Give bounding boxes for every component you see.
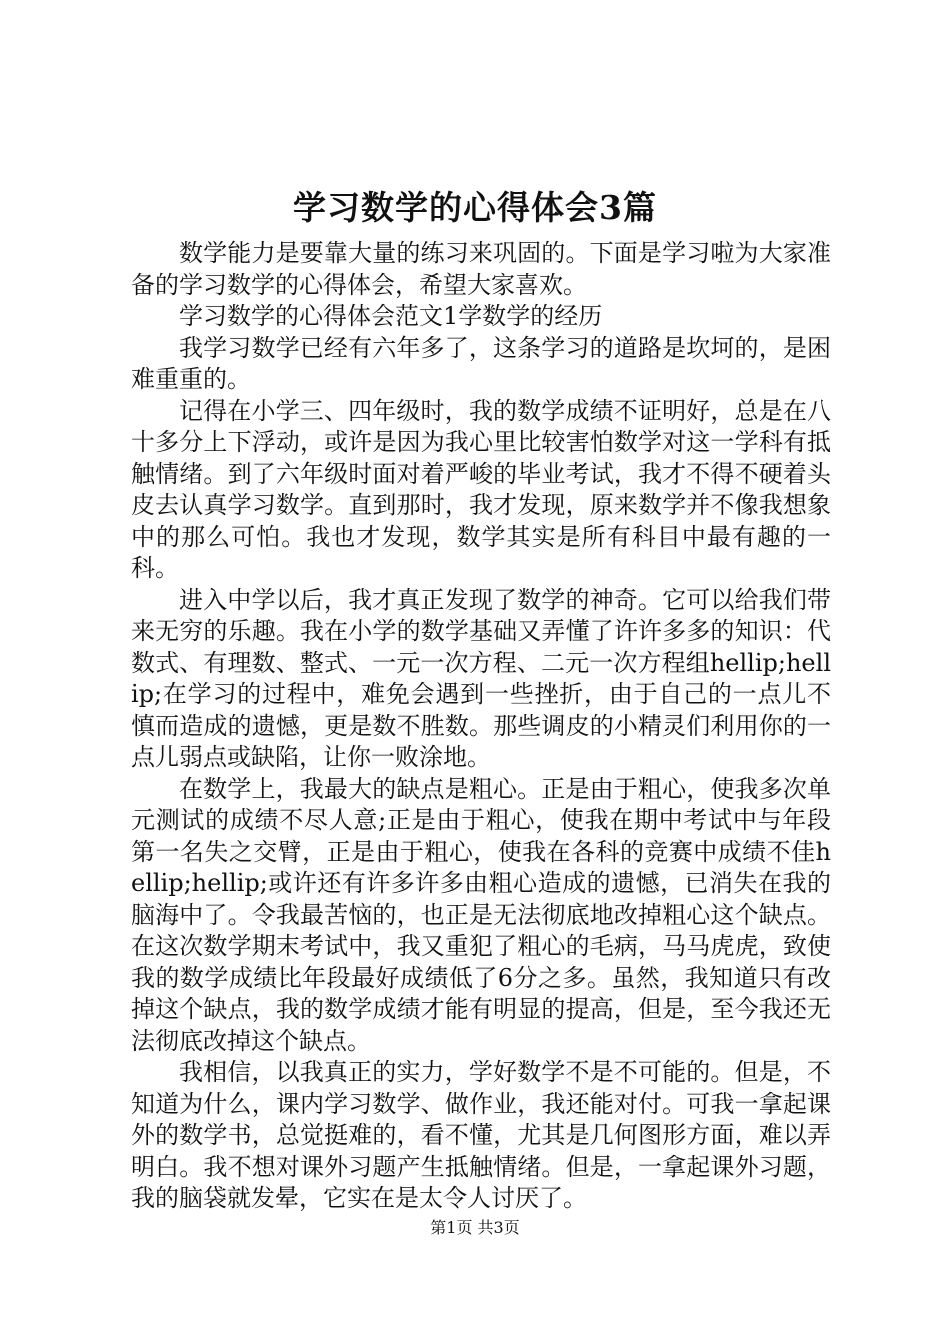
paragraph: 我学习数学已经有六年多了，这条学习的道路是坎坷的，是困难重重的。	[131, 333, 831, 393]
paragraph-subheading: 学习数学的心得体会范文1学数学的经历	[179, 302, 603, 330]
document-body	[131, 238, 831, 1215]
paragraph: 我相信，以我真正的实力，学好数学不是不可能的。但是，不知道为什么，课内学习数学、做作业，我还能对付。可我一拿起课外的数学书，总觉挺难的，看不懂，尤其是几何图形方面，难以弄明白。我不想对课外习题产生抵触情绪。但是，一拿起课外习题，我的脑袋就发晕，它实在是太令人讨厌了。	[131, 1058, 831, 1212]
document-title: 学习数学的心得体会3篇	[293, 188, 657, 227]
paragraph: 记得在小学三、四年级时，我的数学成绩不证明好，总是在八十多分上下浮动，或许是因为我心里比较害怕数学对这一学科有抵触情绪。到了六年级时面对着严峻的毕业考试，我才不得不硬着头皮去认真学习数学。直到那时，我才发现，原来数学并不像我想象中的那么可怕。我也才发现，数学其实是所有科目中最有趣的一科。	[131, 396, 831, 582]
page-number-footer: 第1页 共3页	[430, 1218, 520, 1237]
paragraph: 在数学上，我最大的缺点是粗心。正是由于粗心，使我多次单元测试的成绩不尽人意;正是由于粗心，使我在期中考试中与年段第一名失之交臂，正是由于粗心，使我在各科的竞赛中成绩不佳hellip;hellip;或许还有许多许多由粗心造成的遗憾，已消失在我的脑海中了。令我最苦恼的，也正是无法彻底地改掉粗心这个缺点。在这次数学期末考试中，我又重犯了粗心的毛病，马马虎虎，致使我的数学成绩比年段最好成绩低了6分之多。虽然，我知道只有改掉这个缺点，我的数学成绩才能有明显的提高，但是，至今我还无法彻底改掉这个缺点。	[131, 774, 831, 1055]
paragraph: 进入中学以后，我才真正发现了数学的神奇。它可以给我们带来无穷的乐趣。我在小学的数学基础又弄懂了许许多多的知识：代数式、有理数、整式、一元一次方程、二元一次方程组hellip;hellip;在学习的过程中，难免会遇到一些挫折，由于自己的一点儿不慎而造成的遗憾，更是数不胜数。那些调皮的小精灵们利用你的一点儿弱点或缺陷，让你一败涂地。	[131, 585, 831, 771]
paragraph-intro: 数学能力是要靠大量的练习来巩固的。下面是学习啦为大家准备的学习数学的心得体会，希望大家喜欢。	[131, 239, 831, 299]
